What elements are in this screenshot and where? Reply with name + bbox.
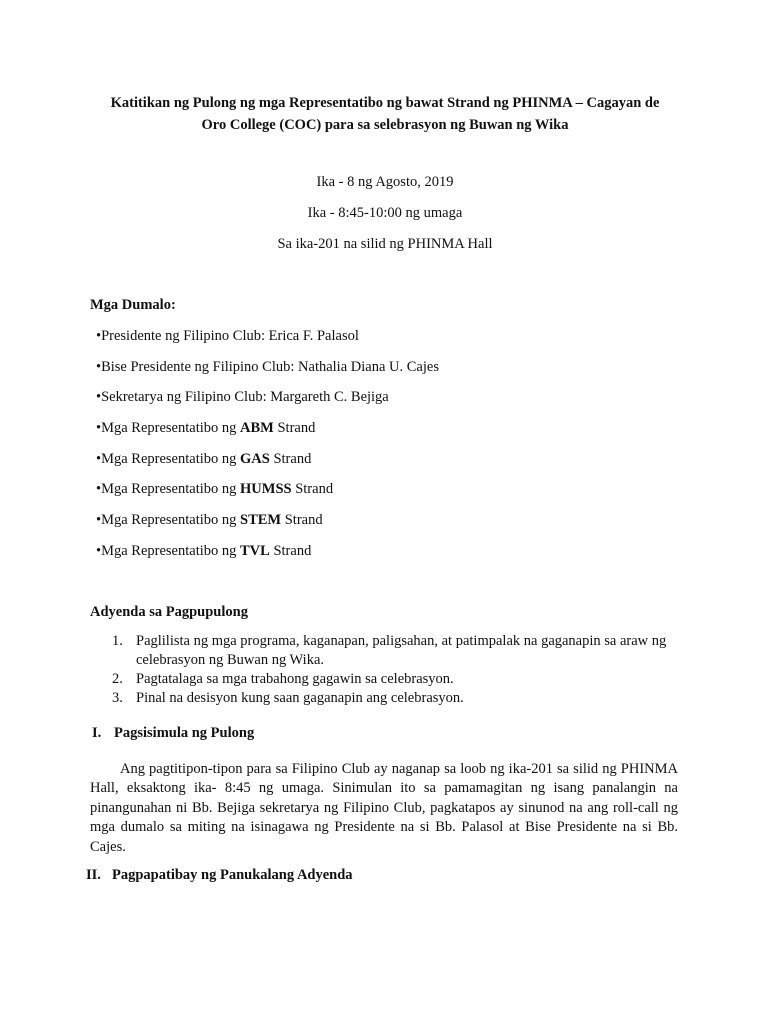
strand-name: ABM [240,420,274,436]
title-line-1: Katitikan ng Pulong ng mga Representatibo ng bawat Strand ng PHINMA – Cagayan de [110,95,660,111]
section-numeral: I. [92,725,102,741]
rep-prefix: •Mga Representatibo ng [96,512,241,528]
attendee-secretary: •Sekretarya ng Filipino Club: Margareth C. Bejiga [96,389,389,405]
section-heading-opening [92,723,254,743]
strand-name: HUMSS [240,481,292,497]
rep-prefix: •Mga Representatibo ng [96,543,241,559]
agenda-item [112,689,682,708]
agenda-heading: Adyenda sa Pagpupulong [90,604,248,620]
section-numeral: II. [86,867,101,883]
agenda-item-number: 2. [112,671,123,687]
opening-paragraph: Ang pagtitipon-tipon para sa Filipino Club ay naganap sa loob ng ika-201 sa silid ng PHINMA Hall, eksaktong ika- 8:45 ng umaga. Sinimulan ito sa pamamagitan ng isang panalangin na pinangunahan ni Bb. Bejiga sekretarya ng Filipino Club, pagkatapos ay sinunod na ang roll-call ng mga dumalo sa miting na isinagawa ng Presidente na si Bb. Palasol at Bise Presidente na si Bb. Cajes. [90,761,678,855]
meeting-time: Ika - 8:45-10:00 ng umaga [307,205,463,221]
agenda-item-text: Paglilista ng mga programa, kaganapan, paligsahan, at patimpalak na gaganapin sa araw ng celebrasyon ng Buwan ng Wika. [136,633,667,668]
agenda-item-text: Pagtatalaga sa mga trabahong gagawin sa celebrasyon. [136,671,454,687]
attendee-vice-president: •Bise Presidente ng Filipino Club: Nathalia Diana U. Cajes [96,359,439,375]
agenda-item [112,632,682,670]
agenda-item-number: 1. [112,633,123,649]
attendee-strand-gas [96,449,311,469]
section-title: Pagpapatibay ng Panukalang Adyenda [112,867,353,883]
attendee-strand-abm [96,418,315,438]
rep-suffix: Strand [273,420,316,436]
agenda-item-text: Pinal na desisyon kung saan gaganapin ang celebrasyon. [136,690,464,706]
section-title: Pagsisimula ng Pulong [114,725,255,741]
attendee-strand-humss [96,479,333,499]
rep-prefix: •Mga Representatibo ng [96,420,241,436]
strand-name: GAS [240,451,270,467]
rep-suffix: Strand [269,451,312,467]
attendee-strand-stem [96,510,323,530]
attendees-heading: Mga Dumalo: [90,297,176,313]
agenda-item-number: 3. [112,690,123,706]
document-title [90,92,680,136]
strand-name: TVL [240,543,270,559]
meeting-date: Ika - 8 ng Agosto, 2019 [316,174,454,190]
agenda-list [112,632,682,708]
meeting-venue: Sa ika-201 na silid ng PHINMA Hall [277,236,493,252]
rep-suffix: Strand [269,543,312,559]
section-heading-agenda-approval [86,865,353,885]
agenda-item [112,670,682,689]
rep-prefix: •Mga Representatibo ng [96,481,241,497]
strand-name: STEM [240,512,282,528]
rep-suffix: Strand [281,512,323,528]
attendee-strand-tvl [96,541,311,561]
title-line-2: Oro College (COC) para sa selebrasyon ng Buwan ng Wika [201,117,569,133]
rep-prefix: •Mga Representatibo ng [96,451,241,467]
rep-suffix: Strand [291,481,334,497]
attendee-president: •Presidente ng Filipino Club: Erica F. Palasol [96,328,359,344]
